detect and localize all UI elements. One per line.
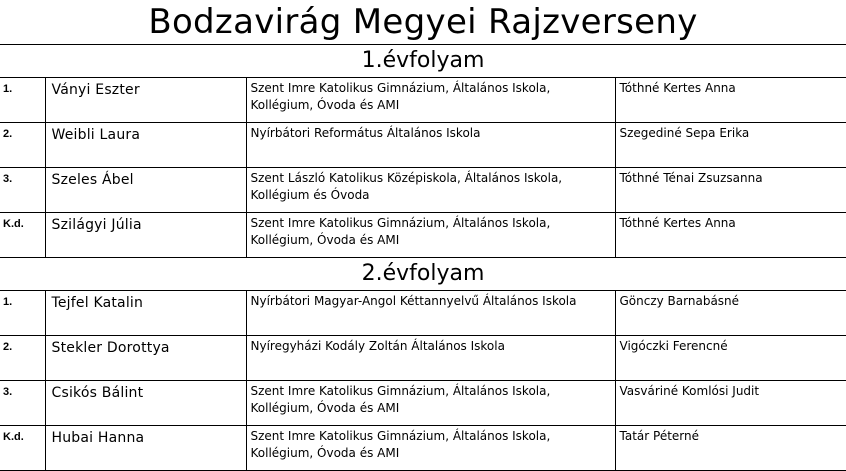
place-cell: 1. <box>0 291 45 336</box>
school-cell: Szent Imre Katolikus Gimnázium, Általános Iskola, Kollégium, Óvoda és AMI <box>246 426 615 471</box>
grade-heading: 1.évfolyam <box>0 45 846 78</box>
place-cell: K.d. <box>0 213 45 258</box>
student-name-cell: Hubai Hanna <box>45 426 246 471</box>
student-name-cell: Stekler Dorottya <box>45 336 246 381</box>
place-cell: 2. <box>0 336 45 381</box>
student-name-cell: Szeles Ábel <box>45 168 246 213</box>
school-cell: Szent Imre Katolikus Gimnázium, Általános Iskola, Kollégium, Óvoda és AMI <box>246 213 615 258</box>
school-cell: Nyíregyházi Kodály Zoltán Általános Iskola <box>246 336 615 381</box>
school-cell: Nyírbátori Református Általános Iskola <box>246 123 615 168</box>
student-name-cell: Csikós Bálint <box>45 381 246 426</box>
student-name-cell: Ványi Eszter <box>45 78 246 123</box>
table-row <box>0 381 846 426</box>
page-title: Bodzavirág Megyei Rajzverseny <box>148 2 698 42</box>
place-cell: 3. <box>0 168 45 213</box>
teacher-cell: Tóthné Kertes Anna <box>615 78 846 123</box>
table-row <box>0 426 846 471</box>
school-cell: Nyírbátori Magyar-Angol Kéttannyelvű Általános Iskola <box>246 291 615 336</box>
place-cell: K.d. <box>0 426 45 471</box>
grade-heading-row <box>0 258 846 291</box>
student-name-cell: Szilágyi Júlia <box>45 213 246 258</box>
table-row <box>0 336 846 381</box>
table-row <box>0 78 846 123</box>
grade-heading: 2.évfolyam <box>0 258 846 291</box>
teacher-cell: Vasváriné Komlósi Judit <box>615 381 846 426</box>
teacher-cell: Tóthné Kertes Anna <box>615 213 846 258</box>
school-cell: Szent László Katolikus Középiskola, Általános Iskola, Kollégium és Óvoda <box>246 168 615 213</box>
teacher-cell: Gönczy Barnabásné <box>615 291 846 336</box>
teacher-cell: Vigóczki Ferencné <box>615 336 846 381</box>
table-row <box>0 213 846 258</box>
teacher-cell: Tóthné Ténai Zsuzsanna <box>615 168 846 213</box>
place-cell: 1. <box>0 78 45 123</box>
school-cell: Szent Imre Katolikus Gimnázium, Általános Iskola, Kollégium, Óvoda és AMI <box>246 78 615 123</box>
grade-heading-row <box>0 45 846 78</box>
school-cell: Szent Imre Katolikus Gimnázium, Általános Iskola, Kollégium, Óvoda és AMI <box>246 381 615 426</box>
table-row <box>0 123 846 168</box>
table-row <box>0 168 846 213</box>
results-table <box>0 44 846 471</box>
student-name-cell: Weibli Laura <box>45 123 246 168</box>
student-name-cell: Tejfel Katalin <box>45 291 246 336</box>
place-cell: 3. <box>0 381 45 426</box>
table-row <box>0 291 846 336</box>
teacher-cell: Tatár Péterné <box>615 426 846 471</box>
teacher-cell: Szegediné Sepa Erika <box>615 123 846 168</box>
place-cell: 2. <box>0 123 45 168</box>
